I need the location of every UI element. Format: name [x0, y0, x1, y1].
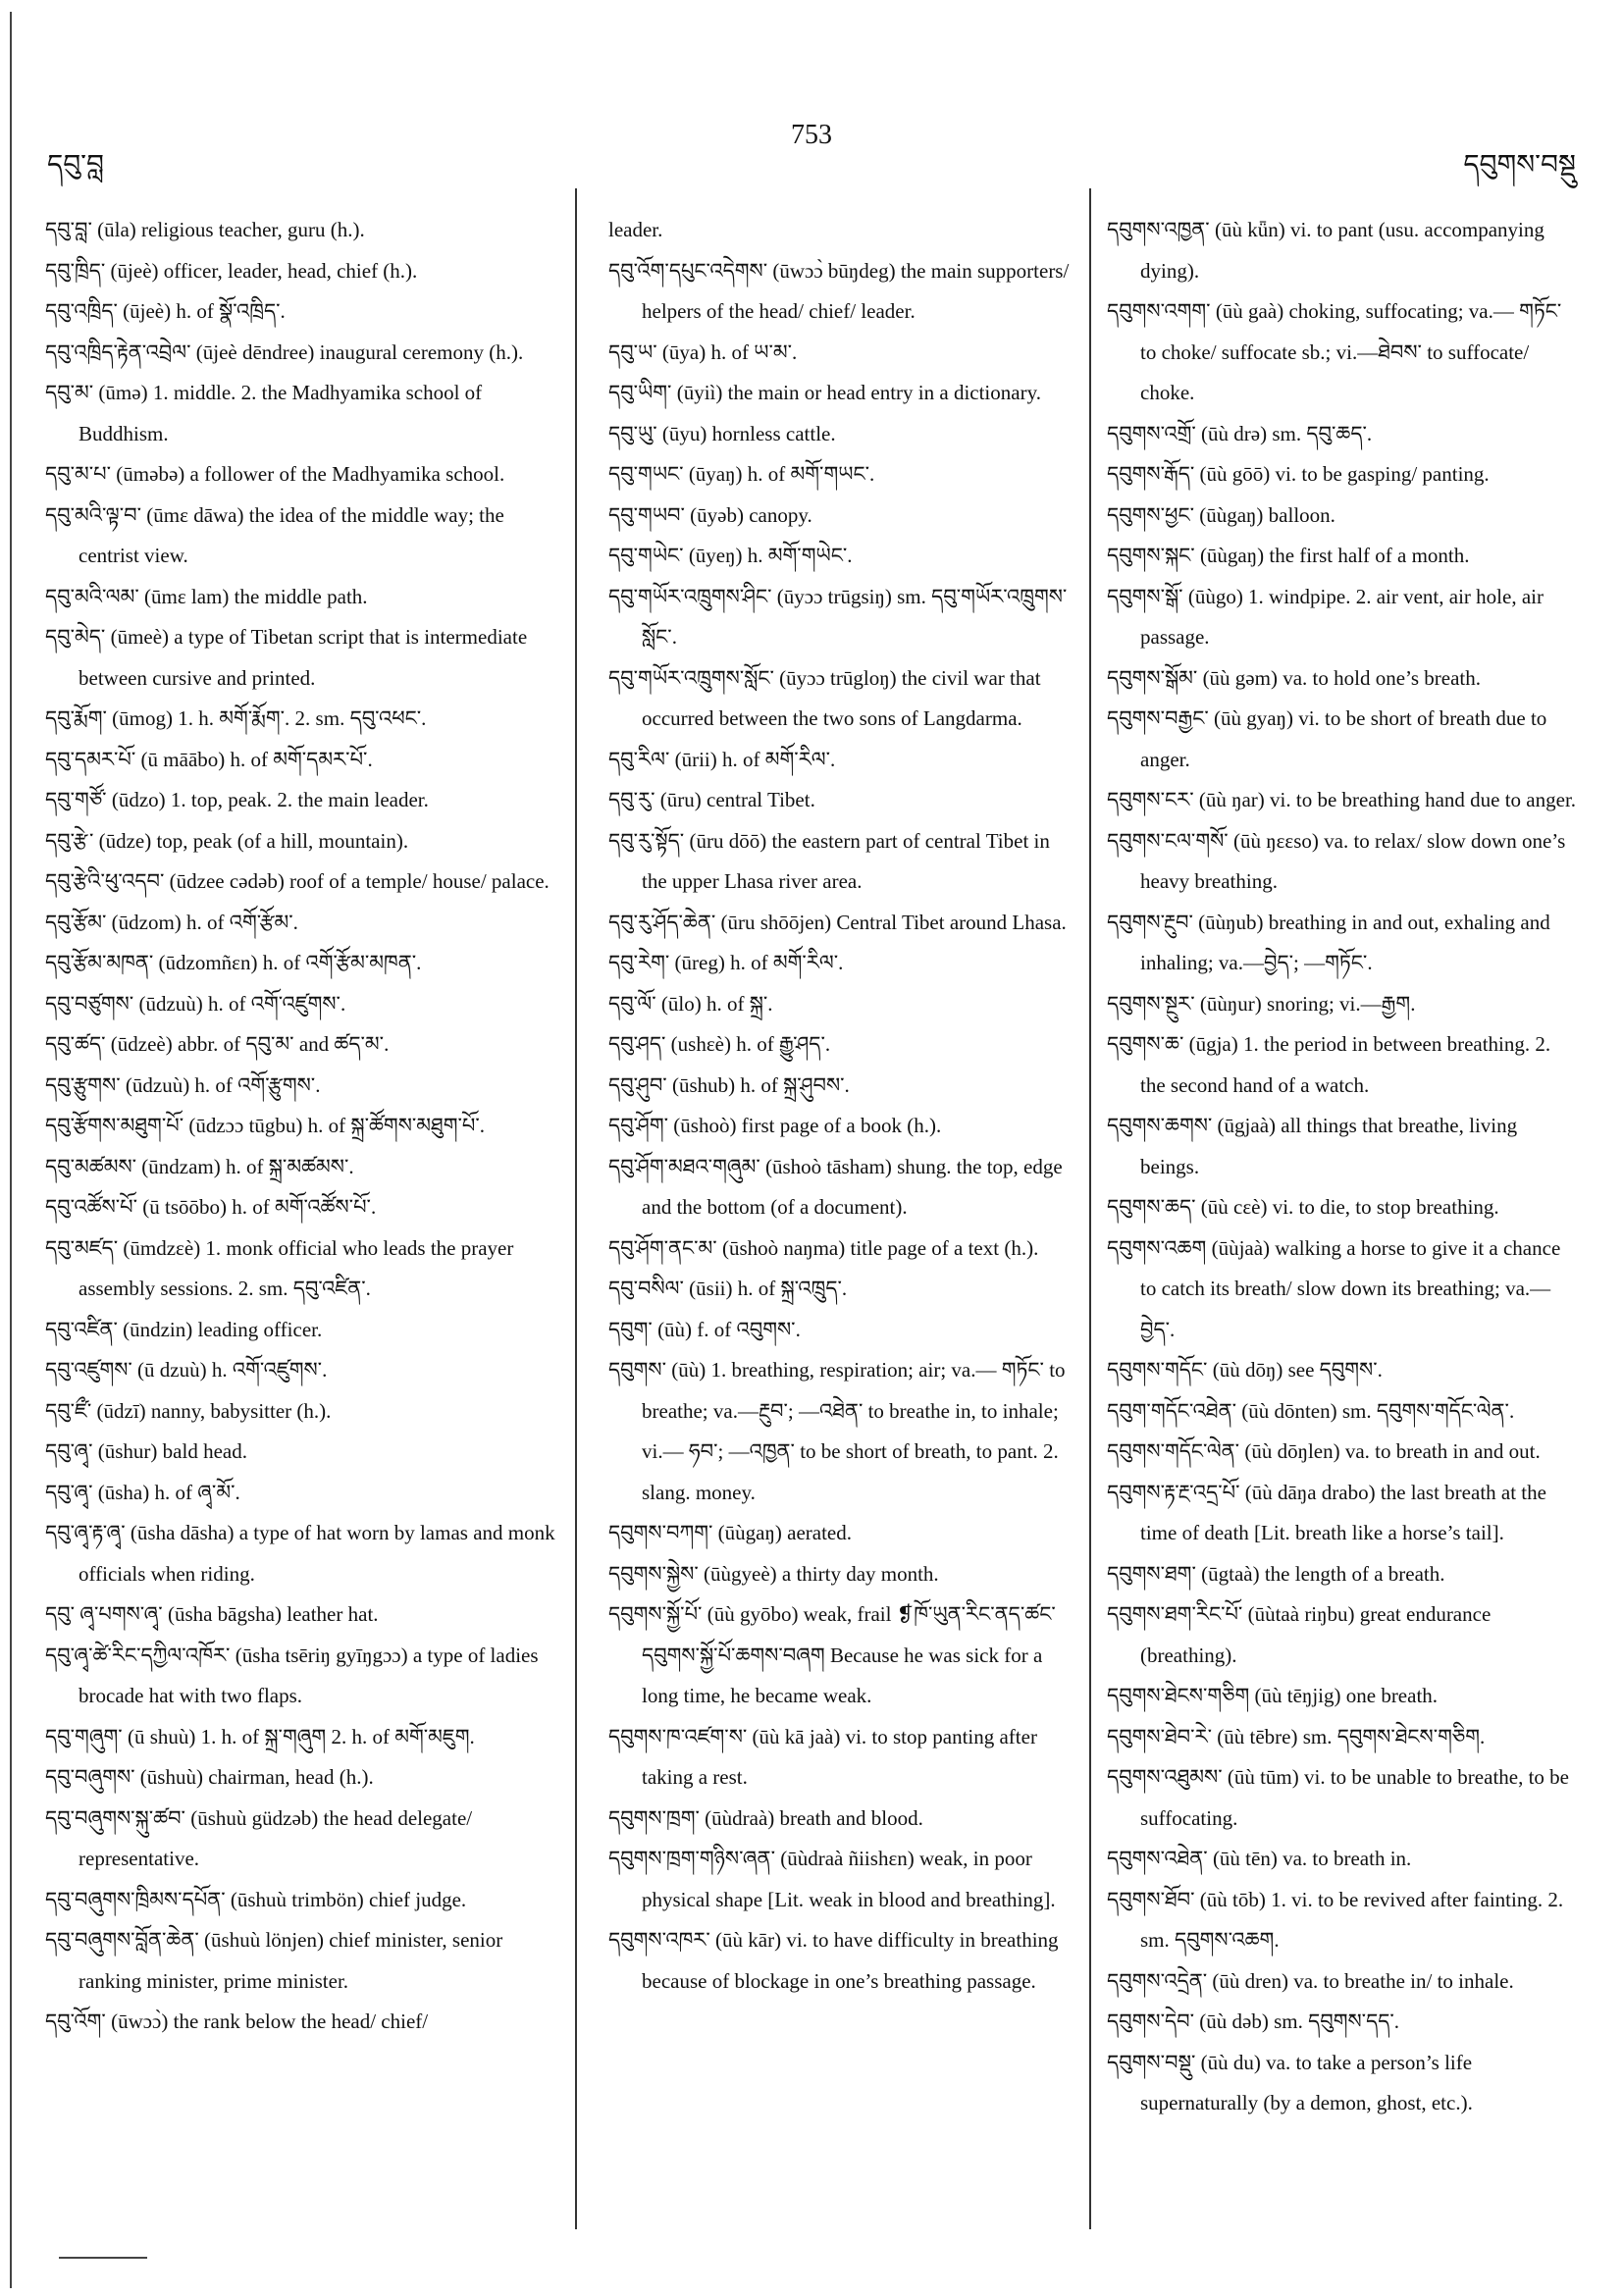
dictionary-entry: དབུ་ཡ་ (ūya) h. of ཡ་མ་. [608, 339, 798, 364]
dictionary-entry: དབུགས་འཐུམས་ (ūù tūm) vi. to be unable to breathe, to be suffocating. [1107, 1765, 1570, 1830]
dictionary-entry: དབུགས་ཆ་ (ūgja) 1. the period in between breathing. 2. the second hand of a watch. [1107, 1032, 1551, 1097]
dictionary-entry: དབུ་ཞྭ་ཚེ་རིང་དཀྱིལ་འཁོར་ (ūsha tsēriŋ gyīŋgɔɔ) a type of ladies brocade hat with two flaps. [45, 1643, 539, 1707]
dictionary-entry: དབུགས་འགྲོ་ (ūù drə) sm. དབུ་ཆད་. [1107, 421, 1373, 445]
dictionary-entry: དབུགས་ཐག་ (ūgtaà) the length of a breath. [1107, 1561, 1445, 1586]
dictionary-entry: དབུགས་འཆག (ūùjaà) walking a horse to give it a chance to catch its breath/ slow down its breathing; va.—བྱེད་. [1107, 1235, 1561, 1341]
dictionary-entry: དབུ་འཁྲིད་ (ūjeè) h. of སྣོ་འཁྲིད་. [45, 299, 286, 323]
dictionary-entry: དབུགས་ཁྲག་གཉིས་ཞན་ (ūùdraà ñiishɛn) weak, in poor physical shape [Lit. weak in blood and breathing]. [608, 1847, 1056, 1911]
dictionary-entry: དབུ་གཡོར་འཁྲུགས་ཤིང་ (ūyɔɔ trūgsiŋ) sm. དབུ་གཡོར་འཁྲུགས་སློང་. [608, 584, 1068, 649]
dictionary-entry: དབུགས་བསྡུ་ (ūù du) va. to take a person’s life supernaturally (by a demon, ghost, etc.). [1107, 2050, 1473, 2114]
dictionary-entry: དབུ་གཡང་ (ūyaŋ) h. of མགོ་གཡང་. [608, 462, 875, 486]
dictionary-entry: དབུ་མ་པ་ (ūməbə) a follower of the Madhyamika school. [45, 462, 505, 486]
dictionary-entry: དབུགས་འདྲེན་ (ūù dren) va. to breathe in/ to inhale. [1107, 1968, 1514, 1993]
dictionary-entry: དབུ་གཙོ་ (ūdzo) 1. top, peak. 2. the main leader. [45, 788, 429, 811]
dictionary-entry: དབུ་བསིལ་ (ūsii) h. of སྐྲ་འཁྲུད་. [608, 1277, 848, 1300]
dictionary-entry: དབུ་གཡེང་ (ūyeŋ) h. མགོ་གཡེང་. [608, 544, 853, 567]
dictionary-entry: དབུ་བཞུགས་ཁྲིམས་དཔོན་ (ūshuù trimbön) chief judge. [45, 1887, 467, 1911]
dictionary-entry: དབུ་ཤུབ་ (ūshub) h. of སྐྲ་ཤུབས་. [608, 1072, 850, 1097]
column-divider [1089, 188, 1091, 2229]
dictionary-entry: དབུ་ཚད་ (ūdzeè) abbr. of དབུ་མ་ and ཚད་མ་. [45, 1032, 390, 1056]
dictionary-entry: དབུག་གདོང་འཐེན་ (ūù dōnten) sm. དབུགས་གདོང་ལེན་. [1107, 1398, 1515, 1423]
dictionary-entry: དབུགས་ངར་ (ūù ŋar) vi. to be breathing hand due to anger. [1107, 788, 1577, 811]
dictionary-entry: དབུགས་ཆད་ (ūù cɛè) vi. to die, to stop breathing. [1107, 1195, 1499, 1219]
footer-rule [59, 2257, 147, 2259]
dictionary-entry: དབུགས་འཐེན་ (ūù tēn) va. to breath in. [1107, 1847, 1412, 1870]
dictionary-entry: དབུ་ཤོག་ནང་མ་ (ūshoò naŋma) title page of a text (h.). [608, 1235, 1039, 1260]
guide-word-right: དབུགས་བསྡུ [1463, 148, 1576, 181]
dictionary-entry: དབུགས་སྐྱོ་པོ་ (ūù gyōbo) weak, frail ❡ཁོ་ཡུན་རིང་ནད་ཚང་དབུགས་སྐྱོ་པོ་ཆགས་བཞག Because he was sick for a long time, he became weak. [608, 1602, 1056, 1707]
dictionary-entry: དབུ་རྩོམ་མཁན་ (ūdzomñɛn) h. of འགོ་རྩོམ་མཁན་. [45, 951, 422, 974]
dictionary-entry: དབུ་བཞུགས་བློན་ཆེན་ (ūshuù lönjen) chief minister, senior ranking minister, prime minister. [45, 1928, 503, 1993]
column-divider [575, 188, 577, 2229]
dictionary-entry: དབུ་རུ་ཤོད་ཆེན་ (ūru shōōjen) Central Tibet around Lhasa. [608, 910, 1067, 934]
column-2 [608, 210, 1077, 2002]
dictionary-entry: དབུགས་སྒོ་ (ūùgo) 1. windpipe. 2. air vent, air hole, air passage. [1107, 584, 1544, 649]
dictionary-entry: དབུགས་སྒོམ་ (ūù gəm) va. to hold one’s breath. [1107, 665, 1481, 690]
dictionary-entry: དབུ་ཞྭ་ (ūsha) h. of ཞྭ་མོ་. [45, 1480, 240, 1504]
dictionary-entry: དབུགས་འཁར་ (ūù kār) vi. to have difficulty in breathing because of blockage in one’s breathing passage. [608, 1928, 1059, 1993]
guide-word-left: དབུ་བླ [47, 148, 104, 181]
dictionary-entry: དབུགས་རྔུབ་ (ūùŋub) breathing in and out, exhaling and inhaling; va.—བྱེད་; —གཏོང་. [1107, 910, 1550, 974]
dictionary-entry: དབུ་གཡབ་ (ūyəb) canopy. [608, 502, 812, 527]
dictionary-entry: དབུགས་ཁྲག་ (ūùdraà) breath and blood. [608, 1805, 923, 1830]
dictionary-entry: དབུགས་གདོང་ལེན་ (ūù dōŋlen) va. to breath in and out. [1107, 1439, 1541, 1463]
dictionary-entry: དབུ་འོག་ (ūwɔɔ̀) the rank below the head/ chief/ [45, 2009, 429, 2033]
dictionary-entry: དབུ་གཞུག་ (ū shuù) 1. h. of སྐྲ་གཞུག 2. h. of མགོ་མཇུག. [45, 1724, 475, 1748]
dictionary-entry: དབུགས་ཐག་རིང་པོ་ (ūùtaà riŋbu) great endurance (breathing). [1107, 1602, 1492, 1667]
dictionary-entry: དབུ་ཤོག་མཐའ་གཞུམ་ (ūshoò tāsham) shung. the top, edge and the bottom (of a document). [608, 1154, 1063, 1219]
dictionary-entry: དབུ་རྩོགས་མཐུག་པོ་ (ūdzɔɔ tūgbu) h. of སྐྲ་ཚོགས་མཐུག་པོ་. [45, 1114, 486, 1137]
column-1 [45, 210, 567, 2043]
dictionary-entry: དབུགས་སྐང་ (ūùgaŋ) the first half of a month. [1107, 544, 1470, 567]
column-3 [1107, 210, 1578, 2124]
dictionary-entry: དབུགས་དེབ་ (ūù dəb) sm. དབུགས་དད་. [1107, 2009, 1400, 2033]
dictionary-entry: དབུ་བཞུགས་ (ūshuù) chairman, head (h.). [45, 1765, 374, 1789]
dictionary-entry: དབུ་མཛད་ (ūmdzɛè) 1. monk official who leads the prayer assembly sessions. 2. sm. དབུ་འཛིན་. [45, 1235, 514, 1300]
dictionary-entry: དབུ་རིལ་ (ūrii) h. of མགོ་རིལ་. [608, 747, 836, 771]
dictionary-entry: དབུགས་ཕྱང་ (ūùgaŋ) balloon. [1107, 502, 1335, 527]
dictionary-entry: དབུགས་ཐེབ་རེ་ (ūù tēbre) sm. དབུགས་ཐེངས་གཅིག. [1107, 1724, 1486, 1748]
dictionary-entry: དབུགས་ཐོབ་ (ūù tōb) 1. vi. to be revived after fainting. 2. sm. དབུགས་འཆག. [1107, 1887, 1564, 1952]
dictionary-entry: དབུ་བླ་ (ūla) religious teacher, guru (h.). [45, 218, 365, 241]
dictionary-entry: དབུ་རུ་སྟོད་ (ūru dōō) the eastern part of central Tibet in the upper Lhasa river area. [608, 828, 1050, 893]
dictionary-entry: དབུ་ཤོག་ (ūshoò) first page of a book (h.). [608, 1114, 942, 1137]
dictionary-entry: དབུ་མཚམས་ (ūndzam) h. of སྐྲ་མཚམས་. [45, 1154, 354, 1178]
dictionary-entry: དབུགས་ཆགས་ (ūgjaà) all things that breathe, living beings. [1107, 1114, 1518, 1178]
dictionary-entry: དབུ་འཁྲིད་རྟེན་འབྲེལ་ (ūjeè dēndree) inaugural ceremony (h.). [45, 339, 524, 364]
dictionary-entry: དབུགས་གདོང་ (ūù dōŋ) see དབུགས་. [1107, 1358, 1383, 1382]
dictionary-entry: དབུ་དམར་པོ་ (ū māābo) h. of མགོ་དམར་པོ་. [45, 747, 373, 771]
dictionary-entry: དབུ་རུ་ (ūru) central Tibet. [608, 788, 815, 811]
dictionary-entry: དབུ་འཛུགས་ (ū dzuù) h. འགོ་འཛུགས་. [45, 1358, 328, 1382]
page-left-border [10, 12, 12, 2288]
dictionary-entry: དབུགས་བརྒྱང་ (ūù gyaŋ) vi. to be short of breath due to anger. [1107, 706, 1547, 771]
dictionary-entry: དབུ་མ་ (ūmə) 1. middle. 2. the Madhyamika school of Buddhism. [45, 381, 483, 445]
dictionary-entry: དབུགས་ཐེངས་གཅིག (ūù tēŋjig) one breath. [1107, 1684, 1439, 1707]
dictionary-entry: དབུགས་རྒོད་ (ūù gōō) vi. to be gasping/ panting. [1107, 462, 1490, 486]
dictionary-entry: དབུ་འཛིན་ (ūndzin) leading officer. [45, 1317, 323, 1341]
dictionary-entry: དབུ་རྩེ་ (ūdze) top, peak (of a hill, mountain). [45, 828, 409, 853]
dictionary-entry: དབུ་བཞུགས་སྐུ་ཚབ་ (ūshuù güdzəb) the head delegate/ representative. [45, 1805, 473, 1870]
dictionary-entry: དབུགས་འཁྱན་ (ūù kǖn) vi. to pant (usu. accompanying dying). [1107, 218, 1544, 283]
dictionary-entry: དབུ་ཤད་ (ushɛè) h. of རྒྱུ་ཤད་. [608, 1032, 831, 1056]
dictionary-entry: དབུ་ཞྭ་རྟ་ཞྭ་ (ūsha dāsha) a type of hat worn by lamas and monk officials when riding. [45, 1521, 555, 1586]
dictionary-entry: དབུ་ཡུ་ (ūyu) hornless cattle. [608, 421, 836, 445]
dictionary-entry: དབུ་མེད་ (ūmeè) a type of Tibetan script that is intermediate between cursive and printed. [45, 625, 528, 690]
dictionary-entry: དབུ་ཡིག་ (ūyiì) the main or head entry in a dictionary. [608, 381, 1041, 404]
dictionary-entry: དབུ་གཡོར་འཁྲུགས་སློང་ (ūyɔɔ trūgloŋ) the civil war that occurred between the two sons of Langdarma. [608, 665, 1041, 730]
dictionary-entry: དབུ་ཞྭ་ (ūshur) bald head. [45, 1439, 247, 1463]
dictionary-entry: དབུགས་ (ūù) 1. breathing, respiration; air; va.— གཏོང་ to breathe; va.—རྔུབ་; —འཐེན་ to breathe in, to inhale; vi.— ཧབ་; —འཁྱན་ to be short of breath, to pant. 2. slang. money. [608, 1358, 1066, 1504]
dictionary-entry: དབུ་འཚོས་པོ་ (ū tsōōbo) h. of མགོ་འཚོས་པོ་. [45, 1195, 377, 1219]
dictionary-entry: དབུ་རྩུགས་ (ūdzuù) h. of འགོ་རྩུགས་. [45, 1072, 321, 1097]
dictionary-entry: དབུ་རེག་ (ūreg) h. of མགོ་རིལ་. [608, 951, 844, 974]
dictionary-entry: དབུགས་འགག་ (ūù gaà) choking, suffocating; va.— གཏོང་ to choke/ suffocate sb.; vi.—ཐེབས་ to suffocate/ choke. [1107, 299, 1562, 404]
dictionary-entry: དབུགས་རྟ་རྔ་འདྲ་པོ་ (ūù dāŋa drabo) the last breath at the time of death [Lit. breath like a horse’s tail]. [1107, 1480, 1546, 1544]
dictionary-entry: དབུ་ལོ་ (ūlo) h. of སྐྲ་. [608, 991, 773, 1016]
dictionary-entry: དབུ་ཛྀ་ (ūdzī) nanny, babysitter (h.). [45, 1398, 332, 1423]
dictionary-entry: དབུགས་བཀག་ (ūùgaŋ) aerated. [608, 1521, 852, 1544]
dictionary-entry: དབུ་ ཞྭ་པགས་ཞྭ་ (ūsha bāgsha) leather hat. [45, 1602, 379, 1626]
dictionary-entry: དབུ་རྩོམ་ (ūdzom) h. of འགོ་རྩོམ་. [45, 910, 298, 934]
page-number: 753 [791, 120, 832, 150]
dictionary-entry: དབུ་ཁྲིད་ (ūjeè) officer, leader, head, chief (h.). [45, 258, 418, 283]
dictionary-entry: དབུ་མའི་ལམ་ (ūmɛ lam) the middle path. [45, 584, 368, 608]
dictionary-entry: དབུགས་ངལ་གསོ་ (ūù ŋɛɛso) va. to relax/ slow down one’s heavy breathing. [1107, 828, 1566, 893]
dictionary-entry: དབུགས་སྔུར་ (ūùŋur) snoring; vi.—རྒྱག. [1107, 991, 1416, 1016]
dictionary-entry: དབུག་ (ūù) f. of འབུགས་. [608, 1317, 801, 1341]
dictionary-entry: དབུ་མའི་ལྟ་བ་ (ūmɛ dāwa) the idea of the middle way; the centrist view. [45, 502, 504, 567]
dictionary-entry: དབུ་རྩེའི་ཕུ་འདབ་ (ūdzee cədəb) roof of a temple/ house/ palace. [45, 869, 550, 893]
dictionary-entry: དབུ་རྨོག་ (ūmog) 1. h. མགོ་རྨོག་. 2. sm. དབུ་འཕང་. [45, 706, 427, 730]
dictionary-entry: དབུ་འོག་དཔུང་འདེགས་ (ūwɔɔ̀ būŋdeg) the main supporters/ helpers of the head/ chief/ leader. [608, 258, 1070, 323]
dictionary-entry: དབུ་བཙུགས་ (ūdzuù) h. of འགོ་འཛུགས་. [45, 991, 346, 1016]
dictionary-entry: དབུགས་ཁ་འཛག་ས་ (ūù kā jaà) vi. to stop panting after taking a rest. [608, 1724, 1037, 1789]
dictionary-entry: leader. [608, 218, 663, 241]
dictionary-entry: དབུགས་སྐྱེས་ (ūùgyeè) a thirty day month. [608, 1561, 939, 1586]
